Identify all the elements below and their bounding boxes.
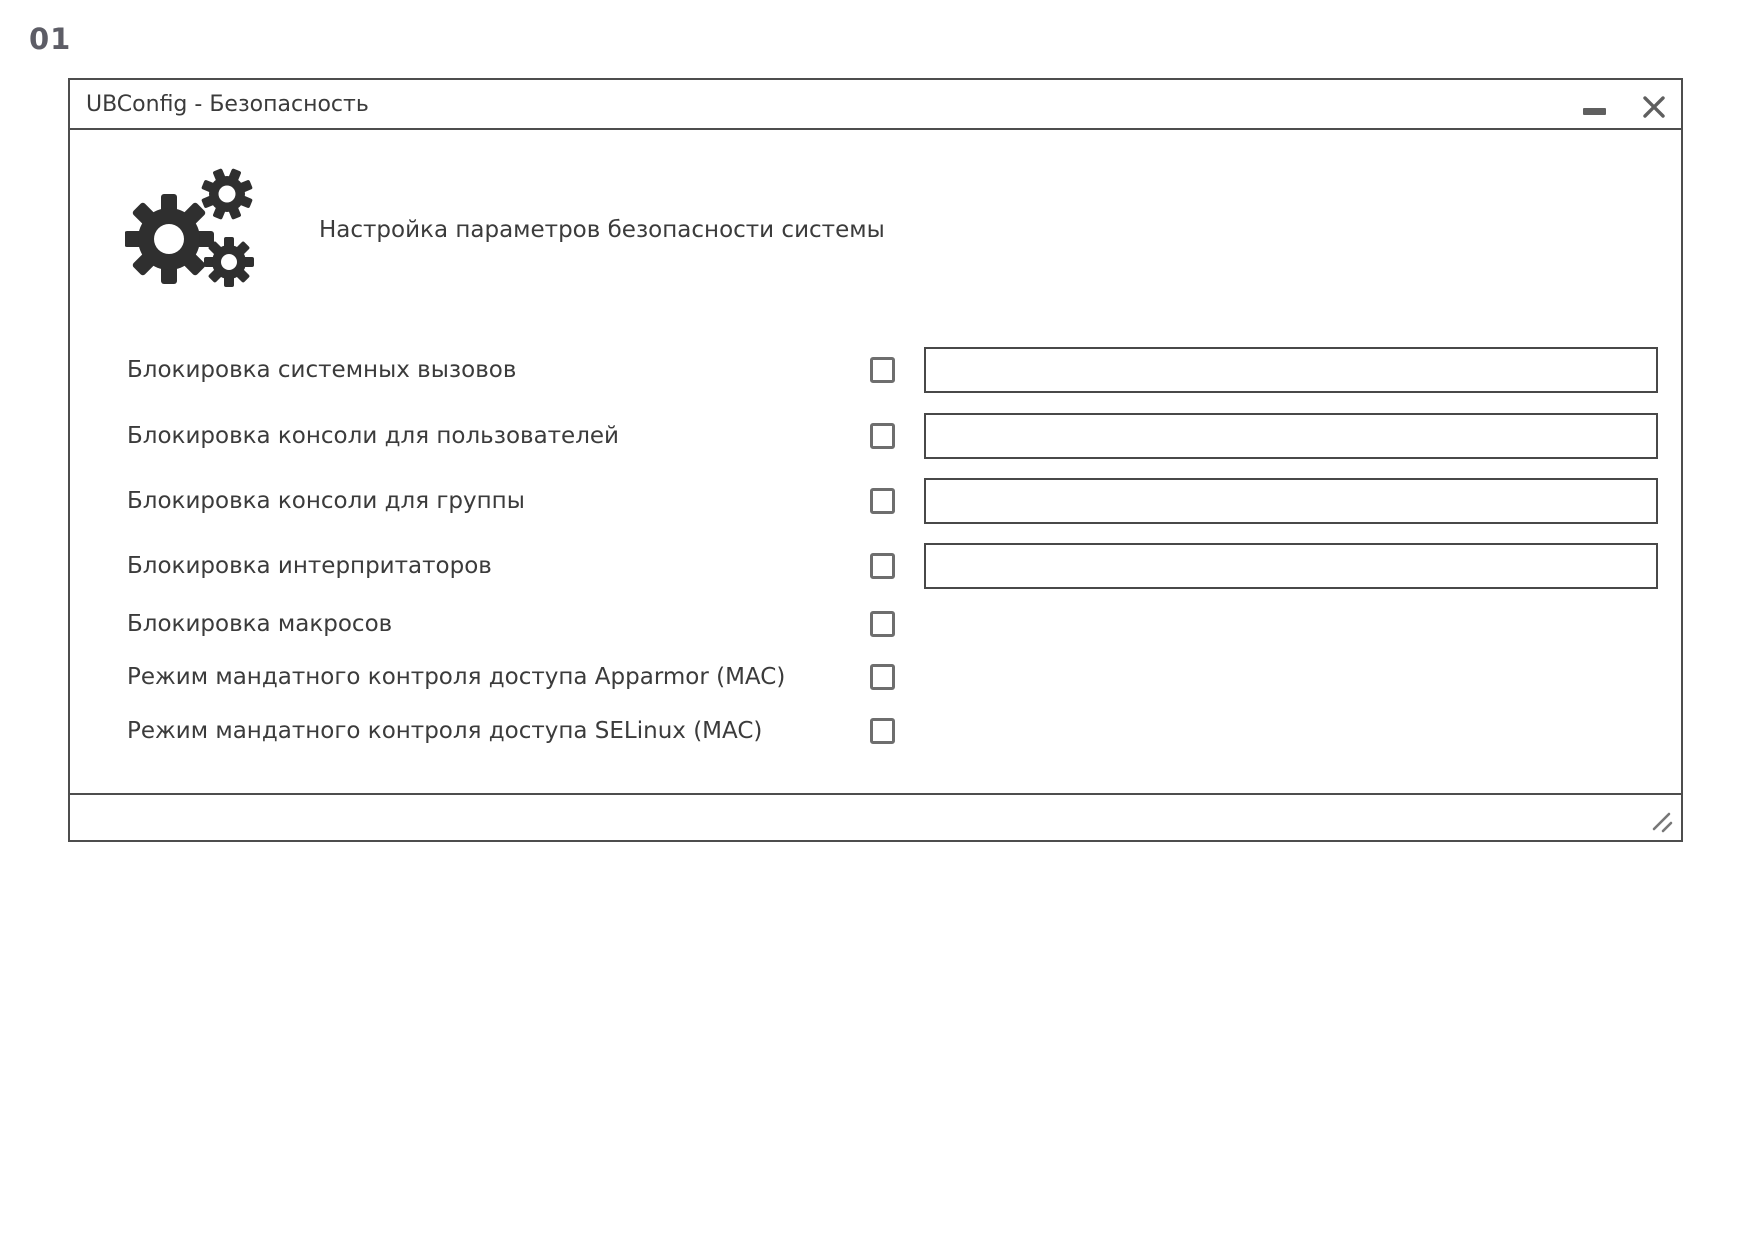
setting-label: Режим мандатного контроля доступа Apparmor (MAC)	[127, 664, 786, 690]
settings-row	[70, 478, 1681, 524]
setting-checkbox[interactable]	[870, 357, 895, 383]
ubconfig-window	[68, 78, 1683, 842]
setting-text-input[interactable]	[924, 543, 1658, 589]
setting-checkbox[interactable]	[870, 664, 895, 690]
setting-checkbox[interactable]	[870, 423, 895, 449]
setting-checkbox[interactable]	[870, 553, 895, 579]
setting-label: Блокировка интерпритаторов	[127, 553, 492, 579]
setting-checkbox[interactable]	[870, 488, 895, 514]
setting-label: Блокировка консоли для группы	[127, 488, 525, 514]
setting-checkbox[interactable]	[870, 611, 895, 637]
settings-row	[70, 347, 1681, 393]
setting-label: Блокировка консоли для пользователей	[127, 423, 620, 449]
settings-row	[70, 543, 1681, 589]
setting-text-input[interactable]	[924, 478, 1658, 524]
settings-row	[70, 413, 1681, 459]
setting-checkbox[interactable]	[870, 718, 895, 744]
setting-text-input[interactable]	[924, 347, 1658, 393]
settings-row	[70, 654, 1681, 700]
setting-label: Блокировка макросов	[127, 611, 393, 637]
settings-row	[70, 601, 1681, 647]
dialog-description: Настройка параметров безопасности системы	[319, 217, 885, 243]
resize-grip-icon[interactable]	[1650, 810, 1674, 834]
status-bar	[70, 793, 1681, 840]
setting-text-input[interactable]	[924, 413, 1658, 459]
window-title: UBConfig - Безопасность	[86, 91, 369, 117]
settings-row	[70, 708, 1681, 754]
slide-number: 01	[29, 22, 72, 56]
setting-label: Режим мандатного контроля доступа SELinux (MAC)	[127, 718, 763, 744]
setting-label: Блокировка системных вызовов	[127, 357, 517, 383]
settings-rows	[70, 80, 1681, 840]
